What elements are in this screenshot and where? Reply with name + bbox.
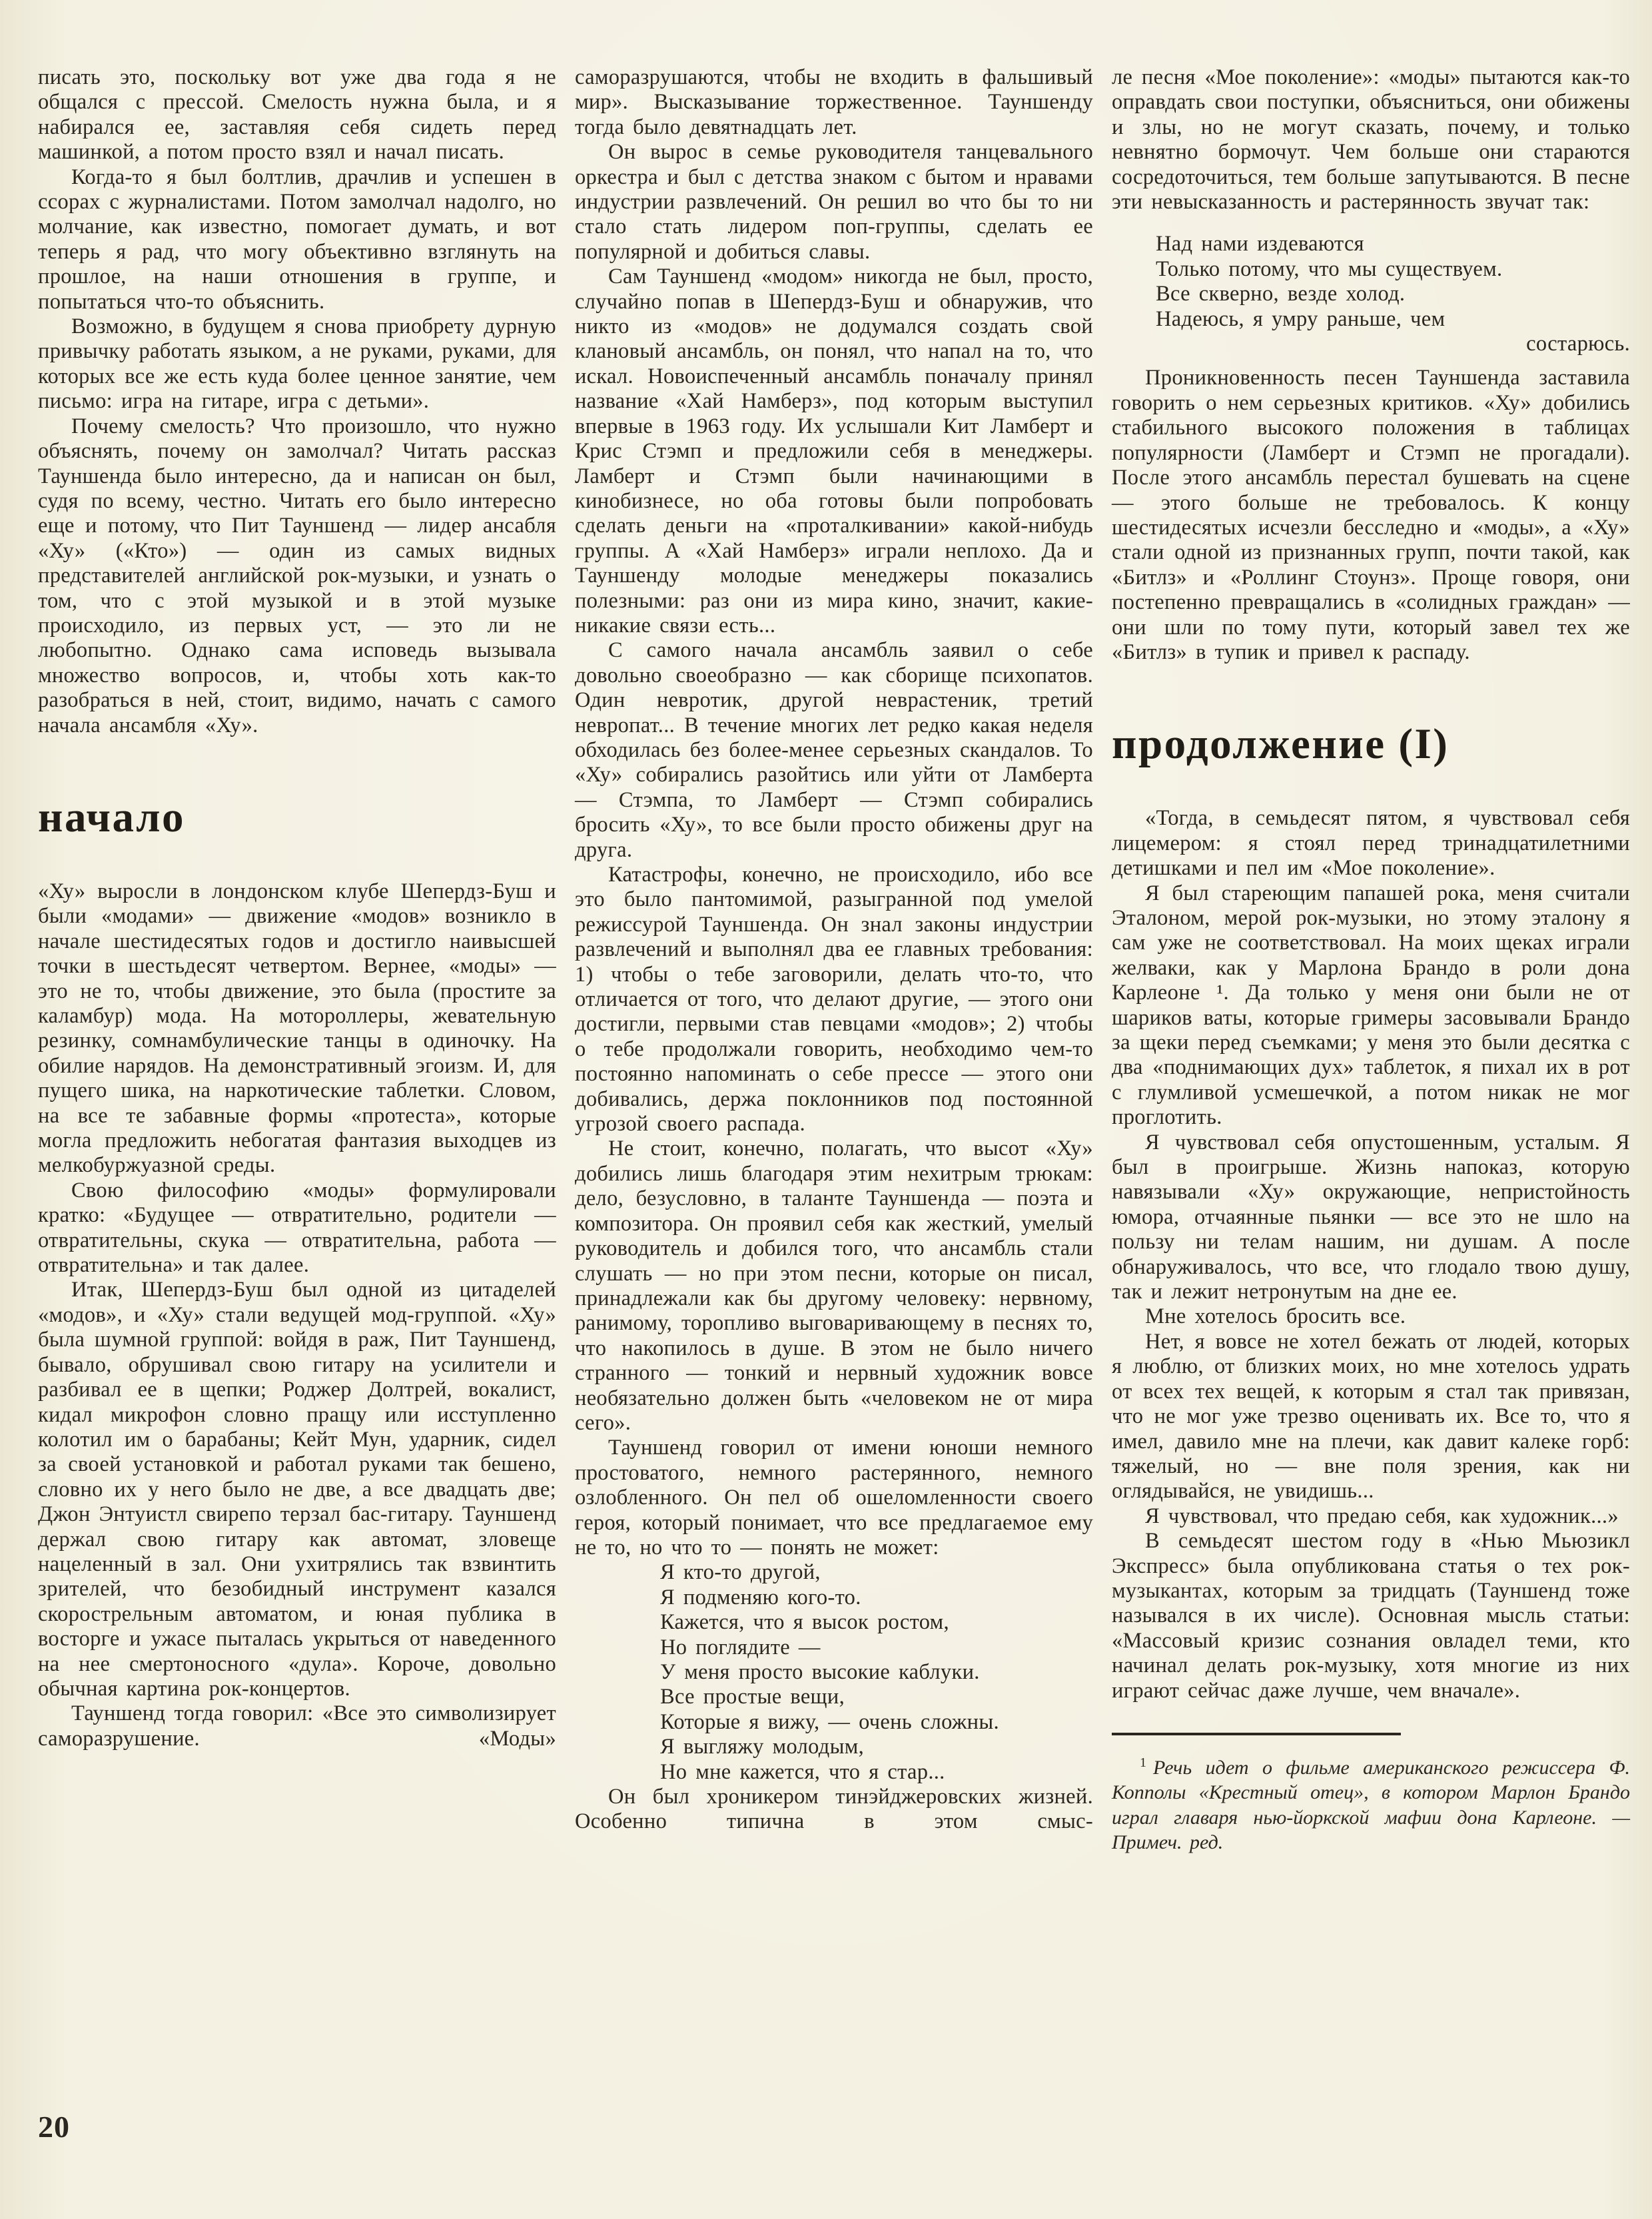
paragraph: Я чувствовал себя опустошенным, усталым. Я был в проигрыше. Жизнь напоказ, которую навязывали «Ху» окружающие, непристойность юмора, отчаянные пьянки — все это не шло на пользу ни телам нашим, ни душам. А после обнаруживалось, что все, что глодало твою душу, так и лежит нетронутым на дне ее.: [1112, 1130, 1630, 1304]
paragraph: Тауншенд говорил от имени юноши немного простоватого, немного растерянного, немного озлобленного. Он пел об ошеломленности своего героя, который понимает, что все предлагаемое ему не то, но что то — понять не может:: [575, 1436, 1093, 1559]
text-columns: [38, 65, 1630, 1855]
verse-line: Надеюсь, я умру раньше, чем: [1156, 306, 1446, 331]
verse-line: Я подменяю кого-то.: [660, 1585, 861, 1609]
paragraph: писать это, поскольку вот уже два года я не общался с прессой. Смелость нужна была, и я набирался ее, заставляя себя сидеть перед машинкой, а потом просто взял и начал писать.: [38, 65, 556, 165]
paragraph: «Ху» выросли в лондонском клубе Шепердз-Буш и были «модами» — движение «модов» возникло в начале шестидесятых годов и достигло наивысшей точки в шестьдесят четвертом. Вернее, «моды» — это не то, чтобы движение, это была (простите за каламбур) мода. На мотороллеры, жевательную резинку, сомнамбулические танцы в одиночку. На обилие нарядов. На демонстративный эгоизм. И, для пущего шика, на наркотические таблетки. Словом, на все те забавные формы «протеста», которые могла предложить небогатая фантазия выходцев из мелкобуржуазной среды.: [38, 879, 556, 1178]
verse-line: У меня просто высокие каблуки.: [660, 1660, 980, 1684]
paragraph: Я был стареющим папашей рока, меня считали Эталоном, мерой рок-музыки, но этому эталону я сам уже не соответствовал. На моих щеках играли желваки, как у Марлона Брандо в роли дона Карлеоне ¹. Да только у меня они были не от шариков ваты, которые гримеры засовывали Брандо за щеки перед съемками; у меня это были десятка с два «поднимающих дух» таблеток, я пихал их в рот с глумливой усмешечкой, а потом никак не мог проглотить.: [1112, 881, 1630, 1130]
column-3: [1112, 65, 1630, 1855]
verse-line: Только потому, что мы существуем.: [1156, 256, 1503, 281]
paragraph: ле песня «Мое поколение»: «моды» пытаются как-то оправдать свои поступки, объясниться, они обижены и злы, но не могут сказать, почему, и только невнятно бормочут. Чем больше они стараются сосредоточиться, тем больше запутываются. В песне эти невысказанность и растерянность звучат так:: [1112, 65, 1630, 215]
footnote-block: [1112, 1733, 1630, 1855]
verse-line: Кажется, что я высок ростом,: [660, 1610, 949, 1635]
verse-line: Над нами издеваются: [1156, 232, 1364, 256]
paragraph: Итак, Шепердз-Буш был одной из цитаделей «модов», и «Ху» стали ведущей мод-группой. «Ху» была шумной группой: войдя в раж, Пит Тауншенд, бывало, обрушивал свою гитару на усилители и разбивал ее в щепки; Роджер Долтрей, вокалист, кидал микрофон словно пращу или исступленно колотил им о барабаны; Кейт Мун, ударник, сидел за своей установкой и работал руками так бешено, словно их у него было не две, а все двадцать две; Джон Энтуистл свирепо терзал бас-гитару. Тауншенд держал свою гитару как автомат, зловеще нацеленный в зал. Они ухитрялись так взвинтить зрителей, что безобидный инструмент казался скорострельным автоматом, и юная публика в восторге и ужасе пыталась укрыться от наведенного на нее смертоносного «дула». Короче, довольно обычная картина рок-концертов.: [38, 1278, 556, 1701]
song-quote-verse: [1112, 232, 1630, 356]
paragraph: Возможно, в будущем я снова приобрету дурную привычку работать языком, а не руками, руками, для которых все же есть куда более ценное занятие, чем письмо: игра на гитаре, игра с детьми».: [38, 314, 556, 414]
paragraph: С самого начала ансамбль заявил о себе довольно своеобразно — как сборище психопатов. Один невротик, другой неврастеник, третий невропат... В течение многих лет редко какая неделя обходилась без более-менее серьезных скандалов. То «Ху» собирались разойтись или уйти от Ламберта — Стэмпа, то Ламберт — Стэмп собирались бросить «Ху», то все были просто обижены друг на друга.: [575, 638, 1093, 862]
paragraph: Почему смелость? Что произошло, что нужно объяснять, почему он замолчал? Читать рассказ Тауншенда было интересно, да и написан он был, судя по всему, честно. Читать его было интересно еще и потому, что Пит Тауншенд — лидер ансабля «Ху» («Кто») — один из самых видных представителей английской рок-музыки, и узнать о том, что с этой музыкой и в этой музыке происходило, из первых уст, — это ли не любопытно. Однако сама исповедь вызывала множество вопросов, и, чтобы хоть как-то разобраться в ней, стоит, видимо, начать с самого начала ансамбля «Ху».: [38, 414, 556, 737]
section-heading-prodolzhenie: продолжение (I): [1112, 720, 1449, 769]
paragraph: Свою философию «моды» формулировали кратко: «Будущее — отвратительно, родители — отвратительны, скука — отвратительна, работа — отвратительна» и так далее.: [38, 1178, 556, 1278]
verse-line: Я кто-то другой,: [660, 1560, 821, 1585]
verse-line: Все простые вещи,: [660, 1685, 845, 1709]
paragraph: Я чувствовал, что предаю себя, как художник...»: [1145, 1504, 1619, 1528]
paragraph: Не стоит, конечно, полагать, что высот «Ху» добились лишь благодаря этим нехитрым трюкам: дело, безусловно, в таланте Тауншенда — поэта и композитора. Он проявил себя как жесткий, умелый руководитель и добился того, что ансамбль стали слушать — но при этом песни, которые он писал, принадлежали как бы другому человеку: нервному, ранимому, торопливо выговаривающему в песнях то, что накопилось в душе. В этом не было ничего странного — тонкий и нервный художник вовсе необязательно должен быть «человеком не от мира сего».: [575, 1136, 1093, 1435]
column-1: [38, 65, 556, 1855]
paragraph: Нет, я вовсе не хотел бежать от людей, которых я люблю, от близких моих, но мне хотелось удрать от всех тех вещей, к которым я стал так привязан, что не мог уже трезво оценивать их. Все то, что я имел, давило мне на плечи, как давит калеке горб: тяжелый, но — вне поля зрения, как ни оглядывайся, не увидишь...: [1112, 1329, 1630, 1504]
verse-line: Все скверно, везде холод.: [1156, 282, 1406, 306]
footnote-text: [1112, 1755, 1630, 1855]
verse-line: состарюсь.: [1526, 332, 1630, 356]
paragraph: Сам Тауншенд «модом» никогда не был, просто, случайно попав в Шепердз-Буш и обнаружив, что никто из «модов» не додумался создать свой клановый ансамбль, он понял, что напал на то, что искал. Новоиспеченный ансамбль поначалу принял название «Хай Намберз», под которым выступил впервые в 1963 году. Их услышали Кит Ламберт и Крис Стэмп и предложили себя в менеджеры. Ламберт и Стэмп были начинающими в кинобизнесе, но оба готовы были попробовать сделать деньги на «проталкивании» какой-нибудь группы. А «Хай Намберз» играли неплохо. Да и Тауншенду молодые менеджеры показались полезными: раз они из мира кино, значит, какие-никакие связи есть...: [575, 264, 1093, 638]
paragraph: Катастрофы, конечно, не происходило, ибо все это было пантомимой, разыгранной под умелой режиссурой Тауншенда. Он знал законы индустрии развлечений и выполнял два ее главных требования: 1) чтобы о тебе заговорили, делать что-то, что отличается от того, что делают другие, — этого они достигли, первыми став певцами «модов»; 2) чтобы о тебе продолжали говорить, необходимо чем-то постоянно напоминать о себе прессе — этого они добивались, держа поклонников под постоянной угрозой своего распада.: [575, 863, 1093, 1136]
paragraph: В семьдесят шестом году в «Нью Мьюзикл Экспресс» была опубликована статья о тех рок-музыкантах, которым за тридцать (Тауншенд тоже назывался в их числе). Основная мысль статьи: «Массовый кризис сознания овладел теми, кто начинал делать рок-музыку, хотя многие из них играют сейчас даже лучше, чем вначале».: [1112, 1529, 1630, 1703]
page-number: 20: [38, 2110, 70, 2144]
section-heading-nachalo: начало: [38, 793, 186, 841]
verse-line: Которые я вижу, — очень сложны.: [660, 1709, 999, 1734]
paragraph: Когда-то я был болтлив, драчлив и успешен в ссорах с журналистами. Потом замолчал надолго, но молчание, как известно, помогает думать, и вот теперь я рад, что могу объективно взглянуть на прошлое, на наши отношения в группе, и попытаться что-то объяснить.: [38, 165, 556, 314]
verse-line: Но поглядите —: [660, 1635, 821, 1659]
paragraph: саморазрушаются, чтобы не входить в фальшивый мир». Высказывание торжественное. Тауншенду тогда было девятнадцать лет.: [575, 65, 1093, 139]
paragraph: «Тогда, в семьдесят пятом, я чувствовал себя лицемером: я стоял перед тринадцатилетними детишками и пел им «Мое поколение».: [1112, 806, 1630, 881]
paragraph: Он вырос в семье руководителя танцевального оркестра и был с детства знаком с бытом и нравами индустрии развлечений. Он решил во что бы то ни стало стать лидером поп-группы, сделать ее популярной и добиться славы.: [575, 140, 1093, 264]
paragraph: Проникновенность песен Тауншенда заставила говорить о нем серьезных критиков. «Ху» добились стабильного высокого положения в таблицах популярности (Ламберт и Стэмп не прогадали). После этого ансамбль перестал бушевать на сцене — этого больше не требовалось. К концу шестидесятых исчезли бесследно и «моды», а «Ху» стали одной из признанных групп, почти такой, как «Битлз» и «Роллинг Стоунз». Проще говоря, они постепенно превращались в «солидных граждан» — они шли по тому пути, который завел тех же «Битлз» в тупик и привел к распаду.: [1112, 366, 1630, 664]
verse-line: Я выгляжу молодым,: [660, 1735, 865, 1759]
song-quote-verse: [575, 1560, 1093, 1785]
footnote-marker: 1: [1140, 1755, 1146, 1770]
paragraph: Мне хотелось бросить все.: [1145, 1304, 1406, 1329]
column-2: [575, 65, 1093, 1855]
verse-line: Но мне кажется, что я стар...: [660, 1759, 945, 1784]
paragraph: Он был хроникером тинэйджеровских жизней. Особенно типична в этом смыс-: [575, 1785, 1093, 1834]
footnote-divider: [1112, 1733, 1401, 1735]
footnote-body: Речь идет о фильме американского режиссера Ф. Копполы «Крестный отец», в котором Марлон Брандо играл главаря нью-йоркской мафии дона Карлеоне. — Примеч. ред.: [1112, 1756, 1630, 1854]
paragraph: Тауншенд тогда говорил: «Все это символизирует саморазрушение. «Моды»: [38, 1701, 556, 1751]
